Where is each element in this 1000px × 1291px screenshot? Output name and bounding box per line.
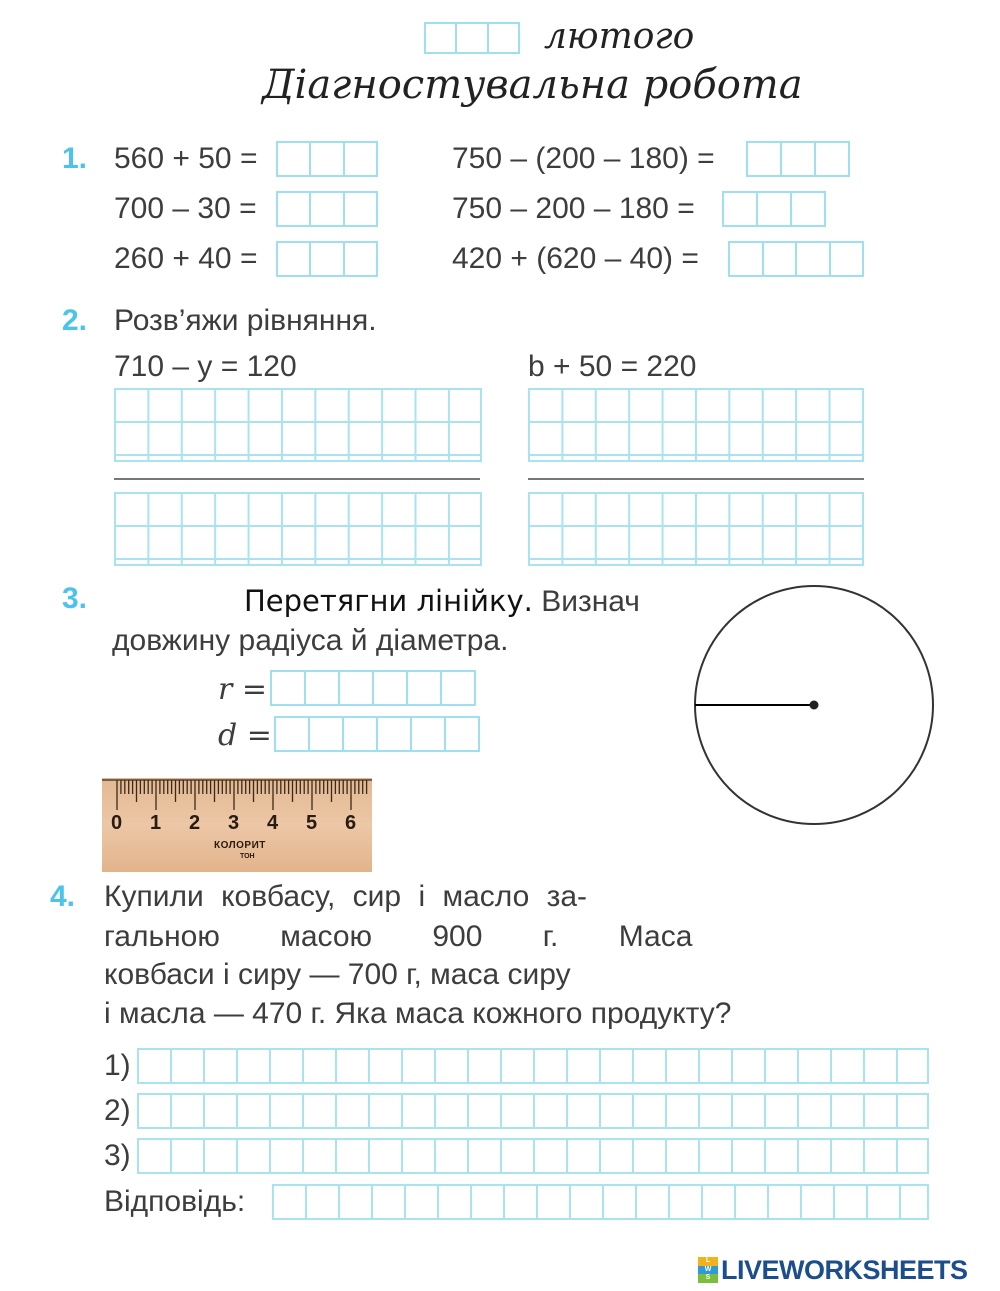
task-1-number: 1. [62, 142, 88, 175]
step-1-label: 1) [104, 1049, 131, 1082]
answer-label: Відповідь: [104, 1185, 246, 1218]
task-4-line-1: Купили ковбасу, сир і масло за- [104, 880, 588, 913]
task-1-answer-1[interactable] [276, 141, 378, 177]
diameter-answer[interactable] [274, 716, 480, 752]
step-1-answer-grid[interactable] [137, 1048, 929, 1084]
radius-answer[interactable] [270, 670, 476, 706]
task-1-answer-5[interactable] [722, 191, 826, 227]
ruler-digits [102, 812, 372, 836]
date-day-input[interactable] [424, 22, 520, 54]
drag-ruler-instruction: Перетягни лінійку. [244, 584, 533, 618]
logo-text: LIVEWORKSHEETS [721, 1254, 968, 1285]
step-3-label: 3) [104, 1139, 131, 1172]
ruler-brand-sub: ТОН [240, 853, 255, 860]
circle-center [810, 701, 819, 710]
ruler[interactable] [102, 778, 372, 872]
ruler-brand: КОЛОРИТ [214, 840, 266, 851]
step-2-label: 2) [104, 1094, 131, 1127]
ruler-digit: 4 [267, 812, 279, 834]
ruler-digit: 3 [228, 812, 240, 834]
radius-label: r = [218, 672, 268, 707]
task-3-instruction-rest: Визнач [532, 585, 640, 618]
equation-1-divider [114, 478, 480, 480]
equation-1: 710 – y = 120 [114, 350, 297, 383]
task-1-answer-2[interactable] [276, 191, 378, 227]
liveworksheets-logo[interactable] [698, 1256, 968, 1284]
task-1-expr-3: 260 + 40 = [114, 242, 258, 275]
task-2-number: 2. [62, 304, 88, 337]
task-4-number: 4. [50, 880, 76, 913]
ruler-digit: 0 [111, 812, 123, 834]
logo-letter: W [698, 1266, 718, 1275]
circle-figure [690, 584, 940, 828]
task-1-answer-6[interactable] [728, 241, 864, 277]
logo-letter: L [698, 1257, 718, 1266]
equation-2-work-grid-top[interactable] [528, 388, 864, 462]
task-2-instruction: Розв’яжи рівняння. [114, 304, 377, 337]
task-3-instruction-line1 [244, 584, 640, 619]
equation-2-work-grid-bottom[interactable] [528, 492, 864, 566]
ruler-digit: 6 [345, 812, 357, 834]
task-1-expr-1: 560 + 50 = [114, 142, 258, 175]
task-1-expr-2: 700 – 30 = [114, 192, 257, 225]
task-3-instruction-line2: довжину радіуса й діаметра. [112, 624, 509, 657]
logo-letter: S [698, 1274, 718, 1283]
ruler-digit: 2 [189, 812, 201, 834]
diameter-label: d = [218, 718, 272, 753]
logo-icon [698, 1257, 718, 1283]
task-1-expr-4: 750 – (200 – 180) = [452, 142, 715, 175]
step-3-answer-grid[interactable] [137, 1138, 929, 1174]
equation-1-work-grid-top[interactable] [114, 388, 482, 462]
task-4-line-4: і масла — 470 г. Яка маса кожного продукту? [104, 997, 732, 1030]
task-4-line-2: гальною масою 900 г. Маса [104, 920, 693, 953]
task-1-expr-5: 750 – 200 – 180 = [452, 192, 695, 225]
equation-2-divider [528, 478, 864, 480]
step-2-answer-grid[interactable] [137, 1093, 929, 1129]
task-1-expr-6: 420 + (620 – 40) = [452, 242, 699, 275]
ruler-digit: 5 [306, 812, 318, 834]
task-4-line-3: ковбаси і сиру — 700 г, маса сиру [104, 958, 571, 991]
equation-1-work-grid-bottom[interactable] [114, 492, 482, 566]
month-word: лютого [544, 16, 695, 57]
task-1-answer-3[interactable] [276, 241, 378, 277]
ruler-digit: 1 [150, 812, 162, 834]
page-title: Діагностувальна робота [262, 62, 803, 108]
task-1-answer-4[interactable] [746, 141, 850, 177]
answer-grid[interactable] [272, 1184, 929, 1220]
equation-2: b + 50 = 220 [528, 350, 697, 383]
task-3-number: 3. [62, 582, 88, 615]
